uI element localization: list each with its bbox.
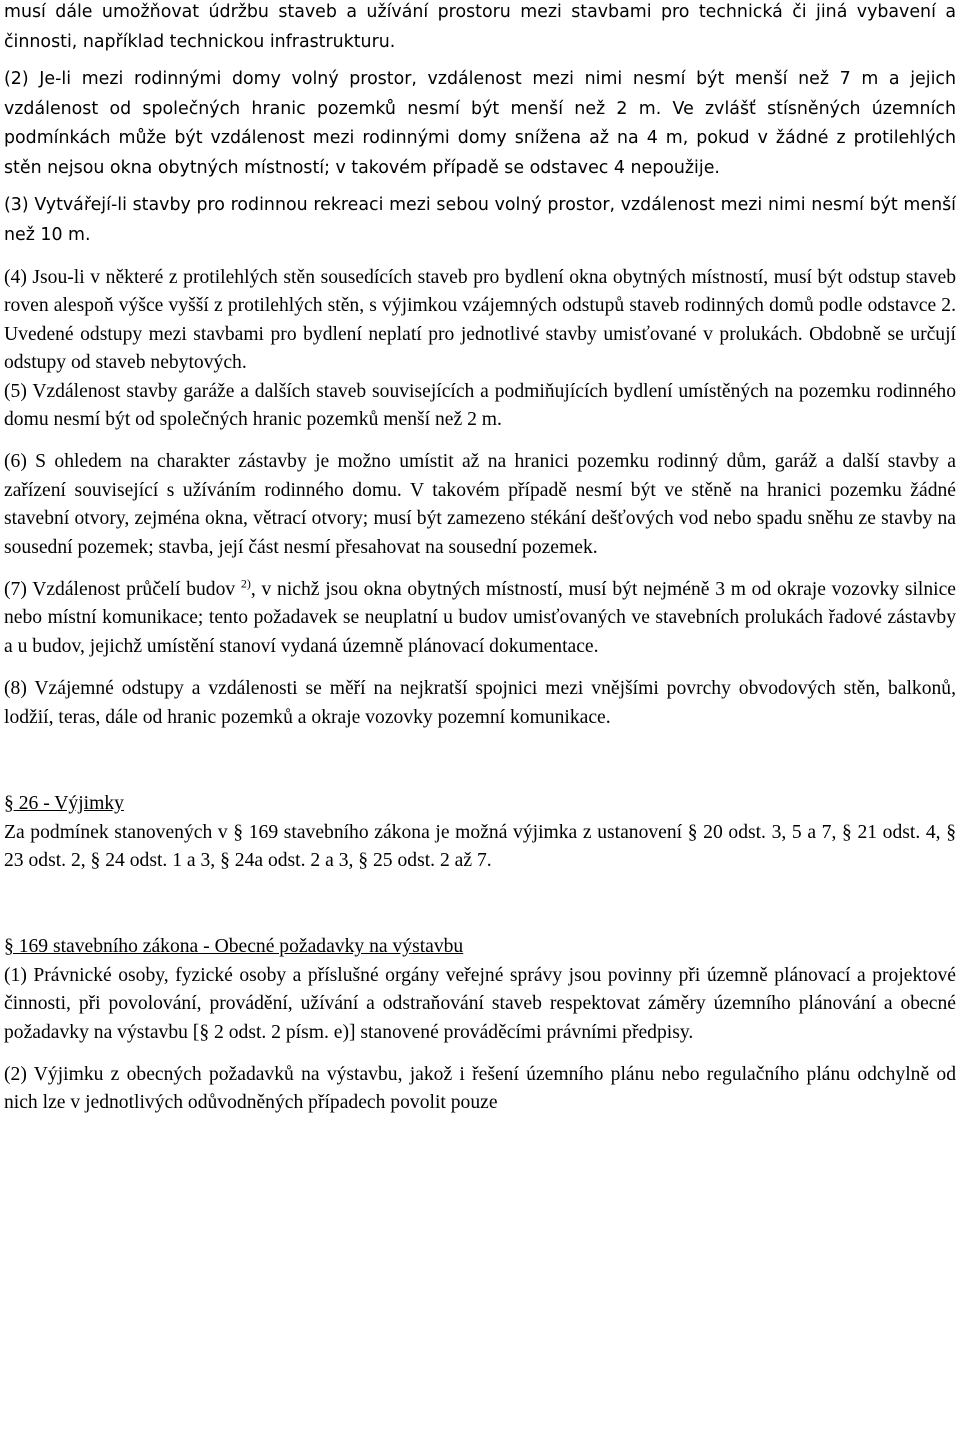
paragraph-3: (3) Vytvářejí-li stavby pro rodinnou rekreaci mezi sebou volný prostor, vzdálenost mezi nimi nesmí být menší než 10 m. <box>4 195 956 245</box>
section-heading-169: § 169 stavebního zákona - Obecné požadavky na výstavbu <box>4 936 464 958</box>
paragraph-26: Za podmínek stanovených v § 169 stavebního zákona je možná výjimka z ustanovení § 20 odst. 3, 5 a 7, § 21 odst. 4, § 23 odst. 2, § 24 odst. 1 a 3, § 24a odst. 2 a 3, § 25 odst. 2 až 7. <box>4 821 956 871</box>
paragraph-169-1: (1) Právnické osoby, fyzické osoby a příslušné orgány veřejné správy jsou povinny při územně plánovací a projektové činnosti, při povolování, provádění, užívání a odstraňování staveb respektovat záměry územního plánování a obecné požadavky na výstavbu [§ 2 odst. 2 písm. e)] stanovené prováděcími právními předpisy. <box>4 964 956 1043</box>
paragraph-7-rest: , v nichž jsou okna obytných místností, musí být nejméně 3 m od okraje vozovky silnice nebo místní komunikace; tento požadavek se neuplatní u budov umisťovaných ve stavebních prolukách řadové zástavby a u budov, jejichž umístění stanoví vydaná územně plánovací dokumentace. <box>4 579 956 657</box>
paragraph-intro-continuation: musí dále umožňovat údržbu staveb a užívání prostoru mezi stavbami pro technická či jiná vybavení a činnosti, například technickou infrastrukturu. <box>4 2 956 52</box>
paragraph-2: (2) Je-li mezi rodinnými domy volný prostor, vzdálenost mezi nimi nesmí být menší než 7 m a jejich vzdálenost od společných hranic pozemků nesmí být menší než 2 m. Ve zvlášť stísněných územních podmínkách může být vzdálenost mezi rodinnými domy snížena až na 4 m, pokud v žádné z protilehlých stěn nejsou okna obytných místností; v takovém případě se odstavec 4 nepoužije. <box>4 69 956 178</box>
paragraph-169-2: (2) Výjimku z obecných požadavků na výstavbu, jakož i řešení územního plánu nebo regulačního plánu odchylně od nich lze v jednotlivých odůvodněných případech povolit pouze <box>4 1063 956 1114</box>
paragraph-6: (6) S ohledem na charakter zástavby je možno umístit až na hranici pozemku rodinný dům, garáž a další stavby a zařízení související s užíváním rodinného domu. V takovém případě nesmí být ve stěně na hranici pozemku žádné stavební otvory, zejména okna, větrací otvory; musí být zamezeno stékání dešťových vod nebo spadu sněhu ze stavby na sousední pozemek; stavba, její část nesmí přesahovat na sousední pozemek. <box>4 451 956 558</box>
paragraph-4: (4) Jsou-li v některé z protilehlých stěn sousedících staveb pro bydlení okna obytných místností, musí být odstup staveb roven alespoň výšce vyšší z protilehlých stěn, s výjimkou vzájemných odstupů staveb rodinných domů podle odstavce 2. Uvedené odstupy mezi stavbami pro bydlení neplatí pro jednotlivé stavby umisťované v prolukách. Obdobně se určují odstupy od staveb nebytových. <box>4 267 956 374</box>
paragraph-8: (8) Vzájemné odstupy a vzdálenosti se měří na nejkratší spojnici mezi vnějšími povrchy obvodových stěn, balkonů, lodžií, teras, dále od hranic pozemků a okraje vozovky pozemní komunikace. <box>4 678 956 728</box>
footnote-ref: 2) <box>240 576 251 591</box>
paragraph-7 <box>4 576 956 661</box>
paragraph-7-start: (7) Vzdálenost průčelí budov <box>4 579 236 601</box>
paragraph-5: (5) Vzdálenost stavby garáže a dalších staveb souvisejících a podmiňujících bydlení umístěných na pozemku rodinného domu nesmí být od společných hranic pozemků menší než 2 m. <box>4 380 956 431</box>
document-page <box>4 0 956 1448</box>
section-heading-26: § 26 - Výjimky <box>4 793 124 815</box>
